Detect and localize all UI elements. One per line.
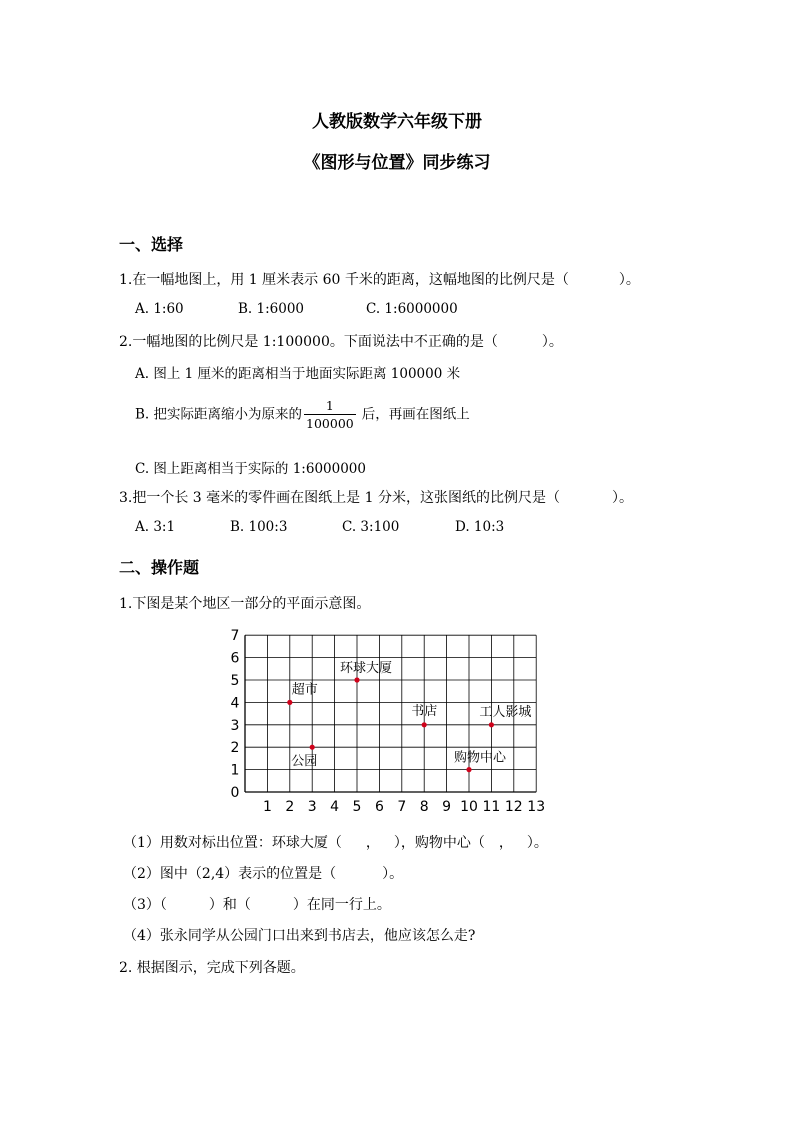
problem-2-intro: 2. 根据图示，完成下列各题。 [119, 960, 305, 976]
fraction-numerator: 1 [325, 398, 334, 413]
sub-3-close: ）在同一行上。 [292, 897, 391, 913]
sub-3-open: （3）（ [123, 897, 167, 913]
point-label: 购物中心 [454, 750, 507, 766]
y-tick-label: 2 [230, 740, 240, 757]
coordinate-grid-chart [220, 625, 560, 820]
y-tick-label: 1 [230, 762, 240, 779]
question-3-close: ）。 [611, 490, 633, 506]
point-label: 书店 [411, 703, 438, 719]
question-2-option-b-text: B. 把实际距离缩小为原来的 [135, 406, 303, 423]
point-marker [287, 700, 292, 705]
problem-1-sub-3 [123, 894, 391, 914]
sub-1-comma-b: ， [498, 835, 513, 851]
x-tick-label: 11 [482, 799, 501, 815]
question-3-option-a: A. 3:1 [135, 519, 176, 535]
question-2-option-c: C. 图上距离相当于实际的 1:6000000 [135, 461, 366, 477]
x-tick-label: 10 [460, 799, 478, 815]
x-tick-label: 1 [262, 799, 272, 815]
sub-1-close: ）。 [526, 835, 548, 851]
section-heading-choice: 一、选择 [119, 235, 184, 254]
x-tick-label: 2 [285, 799, 295, 815]
point-marker [466, 767, 471, 772]
question-2-option-b-rest: 后，再画在图纸上 [361, 406, 470, 423]
section-heading-operation: 二、操作题 [119, 558, 200, 577]
x-tick-label: 12 [504, 799, 523, 815]
y-tick-label: 7 [230, 628, 240, 645]
question-2 [119, 331, 563, 351]
y-tick-label: 5 [230, 673, 240, 689]
question-2-option-b [135, 398, 470, 432]
sub-1-mid: ），购物中心（ [393, 835, 485, 851]
sub-2-text: （2）图中（2,4）表示的位置是（ [123, 866, 337, 882]
question-2-option-a: A. 图上 1 厘米的距离相当于地面实际距离 100000 米 [135, 366, 461, 382]
fraction [304, 398, 356, 432]
y-tick-label: 0 [230, 785, 240, 801]
x-tick-label: 13 [527, 799, 546, 815]
point-marker [310, 745, 315, 750]
sub-3-mid: ）和（ [208, 897, 251, 913]
y-tick-label: 4 [230, 695, 240, 712]
question-1-option-a: A. 1:60 [135, 301, 184, 317]
question-2-text: 2.一幅地图的比例尺是 1:100000。下面说法中不正确的是（ [119, 334, 498, 350]
x-tick-label: 7 [397, 799, 407, 815]
question-1-option-c: C. 1:6000000 [366, 301, 458, 317]
data-points [287, 660, 531, 772]
point-label: 工人影城 [479, 704, 532, 720]
question-3-option-d: D. 10:3 [455, 519, 505, 535]
x-tick-label: 8 [419, 799, 429, 815]
x-tick-label: 3 [307, 799, 317, 815]
fraction-denominator: 100000 [306, 416, 354, 431]
x-tick-label: 5 [352, 799, 362, 815]
problem-1-intro: 1.下图是某个地区一部分的平面示意图。 [119, 596, 371, 612]
sub-2-close: ）。 [382, 866, 404, 882]
question-1-close: ）。 [618, 272, 640, 288]
page-subtitle: 《图形与位置》同步练习 [303, 153, 491, 173]
problem-1-sub-4: （4）张永同学从公园门口出来到书店去，他应该怎么走? [123, 928, 476, 944]
point-label: 超市 [291, 682, 318, 698]
sub-1-text: （1）用数对标出位置：环球大厦（ [123, 835, 342, 851]
problem-1-sub-2 [123, 863, 403, 883]
sub-1-comma-a: ， [365, 835, 380, 851]
point-marker [489, 722, 494, 727]
x-tick-label: 4 [330, 799, 340, 815]
y-tick-label: 6 [230, 650, 240, 667]
problem-1-sub-1 [123, 832, 548, 852]
question-1-text: 1.在一幅地图上，用 1 厘米表示 60 千米的距离，这幅地图的比例尺是（ [119, 272, 569, 288]
x-tick-label: 9 [442, 799, 452, 815]
point-marker [354, 677, 359, 682]
page-title: 人教版数学六年级下册 [312, 112, 482, 132]
x-tick-label: 6 [374, 799, 384, 815]
point-label: 公园 [291, 754, 318, 770]
point-marker [422, 722, 427, 727]
y-tick-label: 3 [230, 717, 240, 734]
question-1 [119, 269, 640, 289]
question-1-option-b: B. 1:6000 [238, 301, 304, 317]
axis-labels [231, 628, 546, 815]
question-3-option-c: C. 3:100 [342, 519, 400, 535]
question-3-text: 3.把一个长 3 毫米的零件画在图纸上是 1 分米，这张图纸的比例尺是（ [119, 490, 560, 506]
point-label: 环球大厦 [340, 661, 393, 676]
question-2-close: ）。 [541, 334, 563, 350]
question-3-option-b: B. 100:3 [230, 519, 288, 535]
question-3 [119, 487, 633, 507]
